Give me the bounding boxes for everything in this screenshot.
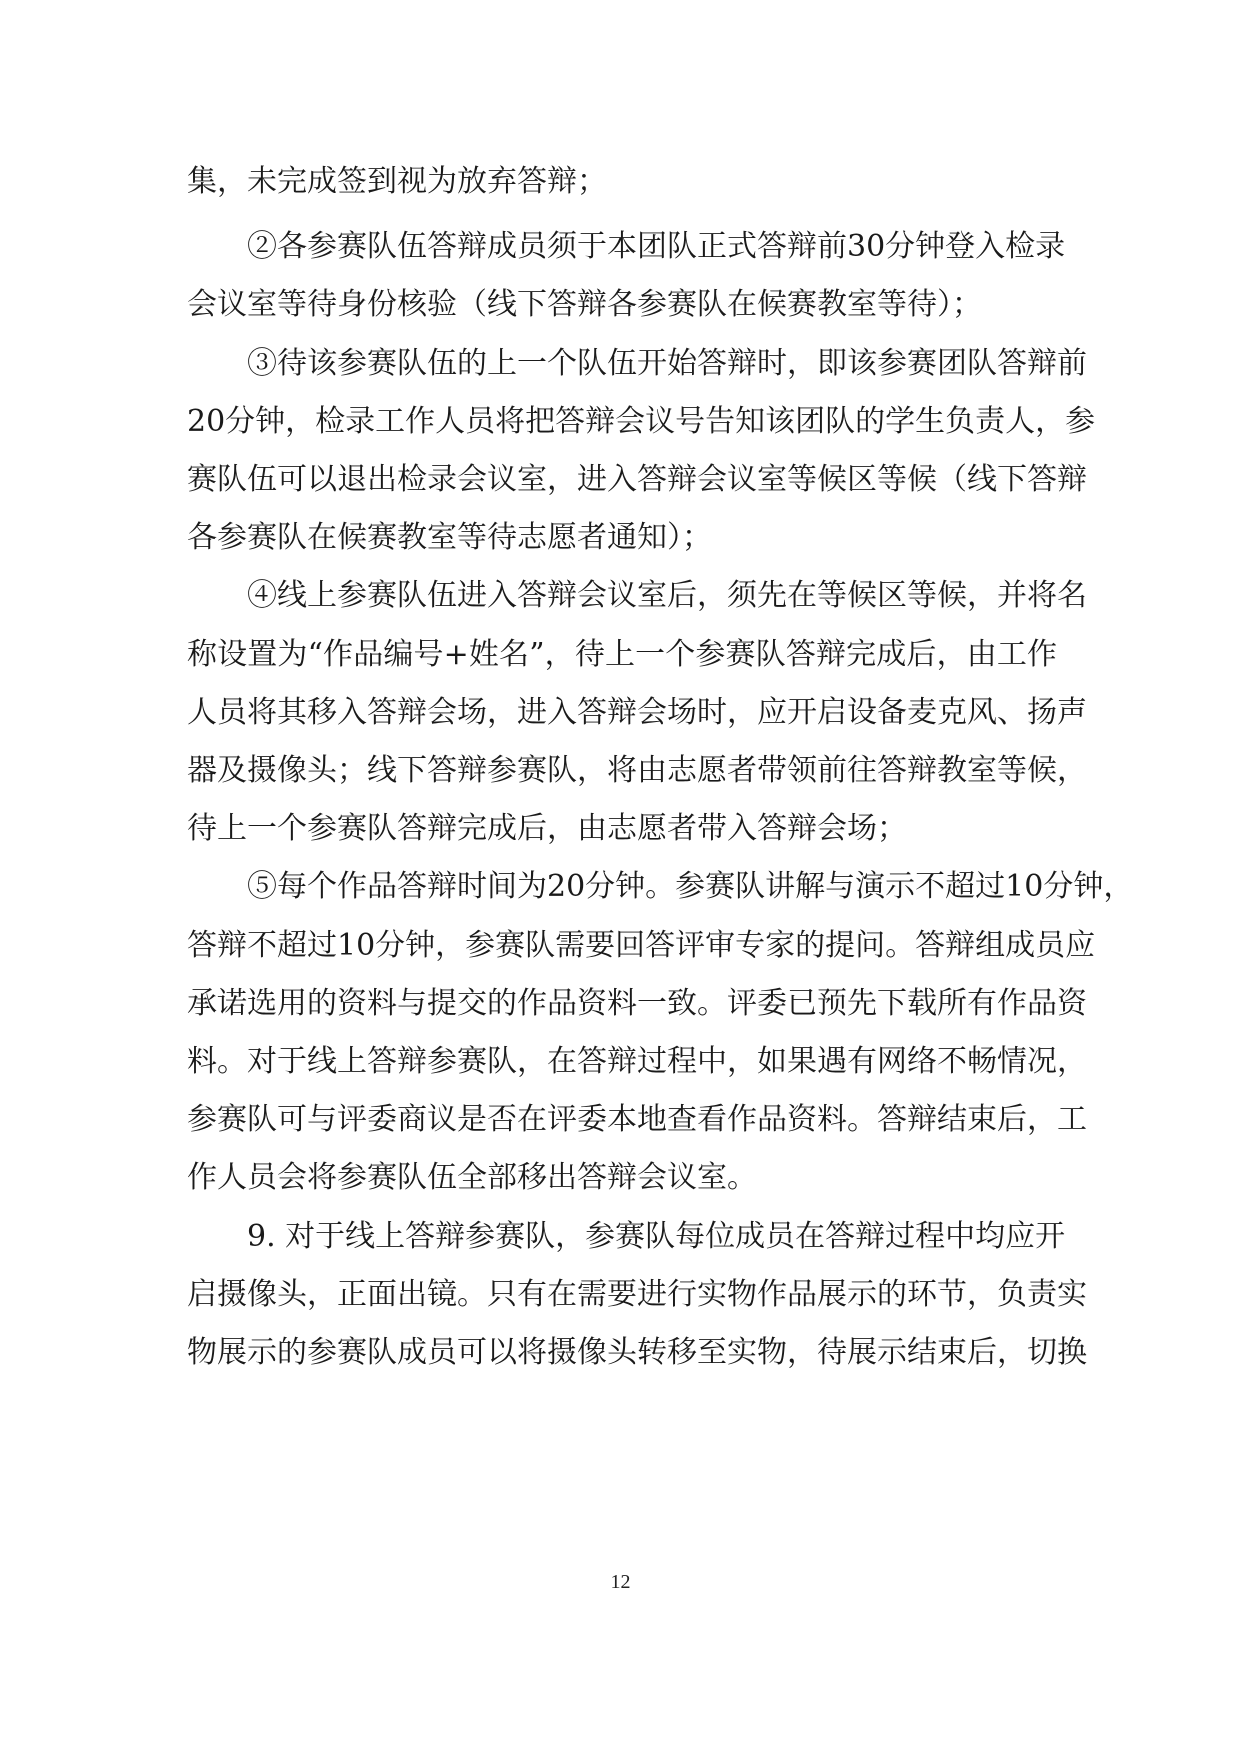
paragraph-line: 称设置为“作品编号+姓名”，待上一个参赛队答辩完成后，由工作 — [187, 637, 1057, 672]
paragraph-line: 各参赛队在候赛教室等待志愿者通知）； — [187, 520, 712, 555]
paragraph-line: 作人员会将参赛队伍全部移出答辩会议室。 — [187, 1160, 757, 1195]
paragraph-line: 器及摄像头；线下答辩参赛队，将由志愿者带领前往答辩教室等候， — [187, 753, 1087, 788]
paragraph-line: 料。对于线上答辩参赛队，在答辩过程中，如果遇有网络不畅情况， — [187, 1044, 1087, 1079]
paragraph-line: 集，未完成签到视为放弃答辩； — [187, 164, 607, 199]
paragraph-line: 物展示的参赛队成员可以将摄像头转移至实物，待展示结束后，切换 — [187, 1335, 1087, 1370]
paragraph-line: 参赛队可与评委商议是否在评委本地查看作品资料。答辩结束后，工 — [187, 1102, 1087, 1137]
paragraph-line: 人员将其移入答辩会场，进入答辩会场时，应开启设备麦克风、扬声 — [187, 695, 1087, 730]
paragraph-line: 待上一个参赛队答辩完成后，由志愿者带入答辩会场； — [187, 811, 907, 846]
paragraph-line: 承诺选用的资料与提交的作品资料一致。评委已预先下载所有作品资 — [187, 986, 1087, 1021]
paragraph-line: 答辩不超过10分钟，参赛队需要回答评审专家的提问。答辩组成员应 — [187, 928, 1096, 963]
paragraph-line: ⑤每个作品答辩时间为20分钟。参赛队讲解与演示不超过10分钟， — [247, 869, 1134, 904]
paragraph-line: 启摄像头，正面出镜。只有在需要进行实物作品展示的环节，负责实 — [187, 1277, 1087, 1312]
paragraph-line: 赛队伍可以退出检录会议室，进入答辩会议室等候区等候（线下答辩 — [187, 462, 1087, 497]
paragraph-line: ④线上参赛队伍进入答辩会议室后，须先在等候区等候，并将名 — [247, 578, 1087, 613]
paragraph-line: ②各参赛队伍答辩成员须于本团队正式答辩前30分钟登入检录 — [247, 229, 1066, 264]
page-number: 12 — [610, 1571, 631, 1593]
paragraph-line: 9. 对于线上答辩参赛队，参赛队每位成员在答辩过程中均应开 — [247, 1219, 1066, 1254]
paragraph-line: ③待该参赛队伍的上一个队伍开始答辩时，即该参赛团队答辩前 — [247, 346, 1087, 381]
paragraph-line: 会议室等待身份核验（线下答辩各参赛队在候赛教室等待）； — [187, 287, 982, 322]
paragraph-line: 20分钟，检录工作人员将把答辩会议号告知该团队的学生负责人，参 — [187, 404, 1096, 439]
